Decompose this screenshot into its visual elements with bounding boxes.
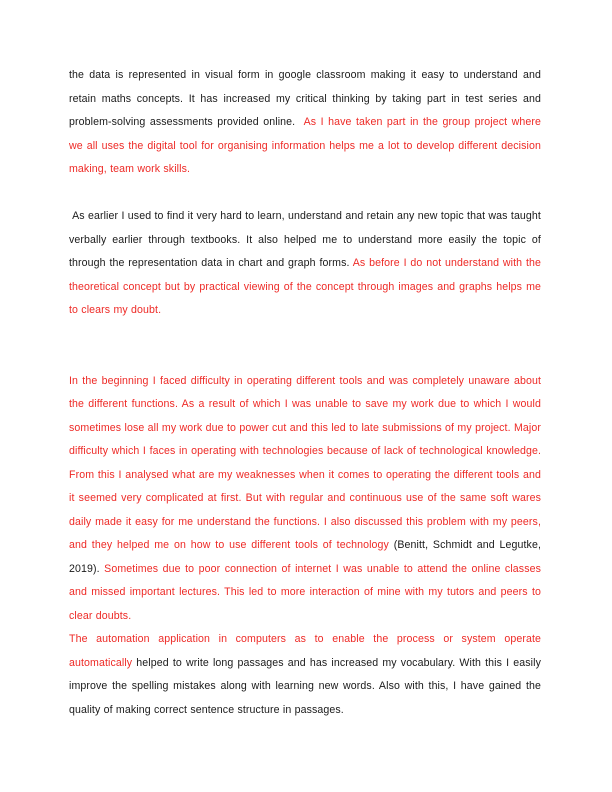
paragraph-1-run-2: As I have taken part in the group project where we all uses the digital tool for organising information helps me a lot to develop different decision making, team work skills. <box>69 116 545 175</box>
paragraph-4 <box>69 628 545 722</box>
paragraph-3 <box>69 370 545 629</box>
paragraph-3-citation: (Benitt, Schmidt and Legutke, 2019). <box>69 539 545 575</box>
paragraph-4-run-1: The automation application in computers as to enable the process or system operate automatically <box>69 633 545 669</box>
paragraph-1-run-1: the data is represented in visual form in google classroom making it easy to understand and retain maths concepts. It has increased my critical thinking by taking part in test series and problem-solving assessments provided online. <box>69 69 545 128</box>
paragraph-2-run-2: As before I do not understand with the theoretical concept but by practical viewing of the concept through images and graphs helps me to clears my doubt. <box>69 257 545 316</box>
document-body <box>69 64 545 722</box>
paragraph-spacer-2 <box>69 323 541 370</box>
paragraph-3-run-1: In the beginning I faced difficulty in operating different tools and was completely unaware about the different functions. As a result of which I was unable to save my work due to which I would sometimes lose all my work due to power cut and this led to late submissions of my project. Major difficulty which I faces in operating with technologies because of lack of technological knowledge. From this I analysed what are my weaknesses when it comes to operating the different tools and it seemed very complicated at first. But with regular and continuous use of the same soft wares daily made it easy for me understand the functions. I also discussed this problem with my peers, and they helped me on how to use different tools of technology <box>69 374 545 551</box>
paragraph-3-run-3: Sometimes due to poor connection of internet I was unable to attend the online classes and missed important lectures. This led to more interaction of mine with my tutors and peers to clear doubts. <box>69 562 545 622</box>
paragraph-2 <box>69 205 545 323</box>
paragraph-1 <box>69 64 545 182</box>
paragraph-2-run-1: As earlier I used to find it very hard to learn, understand and retain any new topic that was taught verbally earlier through textbooks. It also helped me to understand more easily the topic of through the representation data in chart and graph forms. <box>69 210 545 269</box>
paragraph-4-run-2: helped to write long passages and has increased my vocabulary. With this I easily improve the spelling mistakes along with learning new words. Also with this, I have gained the quality of making correct sentence structure in passages. <box>69 656 545 716</box>
paragraph-spacer-1 <box>69 182 541 206</box>
